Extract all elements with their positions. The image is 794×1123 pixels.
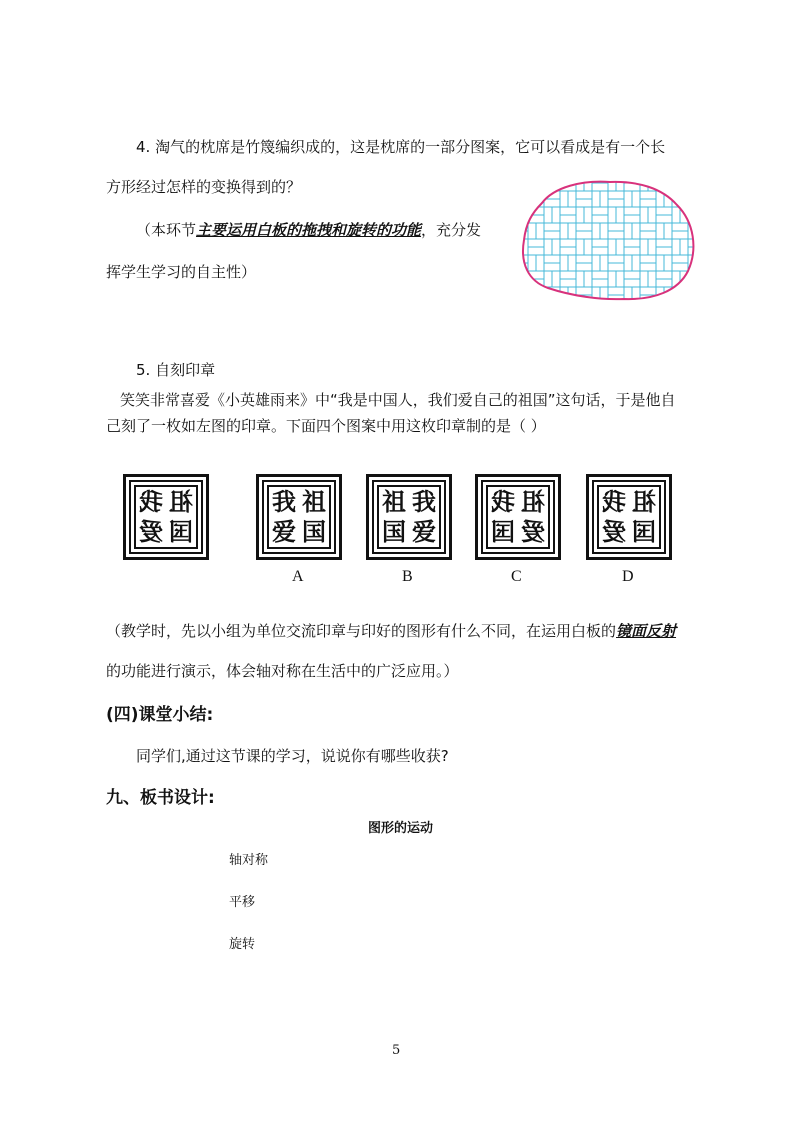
seal-option-label: C	[511, 568, 522, 585]
seal-character: 我	[272, 488, 296, 516]
seal-character: 国	[169, 518, 193, 546]
seal-option-a	[256, 474, 342, 560]
q4-note	[136, 220, 481, 240]
seal-option-label: B	[402, 568, 413, 585]
board-heading: 九、板书设计:	[106, 788, 215, 808]
seal-character: 我	[139, 488, 163, 516]
summary-heading: (四)课堂小结:	[106, 705, 214, 725]
seal-character: 爱	[521, 518, 545, 546]
seal-option-label: A	[292, 568, 304, 585]
teaching-note-prefix: （教学时，先以小组为单位交流印章与印好的图形有什么不同，在运用白板的	[106, 622, 617, 640]
seal-character: 国	[491, 518, 515, 546]
teaching-note-emphasis: 镜面反射	[616, 622, 677, 640]
page-number: 5	[392, 1043, 401, 1058]
q4-note-emphasis: 主要运用白板的拖拽和旋转的功能	[196, 221, 422, 239]
seal-character: 国	[302, 518, 326, 546]
seal-character: 祖	[382, 488, 406, 516]
seal-character: 爱	[412, 518, 436, 546]
seal-option-c	[475, 474, 561, 560]
q5-title: 5. 自刻印章	[136, 361, 216, 379]
seal-character: 我	[491, 488, 515, 516]
q4-note-line2: 挥学生学习的自主性）	[106, 263, 257, 281]
q5-line1: 笑笑非常喜爱《小英雄雨来》中“我是中国人，我们爱自己的祖国”这句话，于是他自	[120, 391, 676, 409]
seal-option-label: D	[622, 568, 634, 585]
board-title: 图形的运动	[368, 821, 434, 836]
seal-character: 祖	[632, 488, 656, 516]
seal-character: 国	[382, 518, 406, 546]
seal-character: 我	[602, 488, 626, 516]
seal-character: 祖	[521, 488, 545, 516]
seal-character: 祖	[302, 488, 326, 516]
seal-character: 祖	[169, 488, 193, 516]
board-item-translation: 平移	[229, 895, 256, 910]
teaching-note-line1	[106, 621, 676, 641]
seal-character: 爱	[139, 518, 163, 546]
board-item-rotation: 旋转	[229, 937, 256, 952]
seal-character: 我	[412, 488, 436, 516]
seal-option-d	[586, 474, 672, 560]
woven-mat-figure	[512, 175, 700, 305]
seal-character: 爱	[272, 518, 296, 546]
teaching-note-line2: 的功能进行演示，体会轴对称在生活中的广泛应用。）	[106, 662, 459, 680]
summary-text: 同学们,通过这节课的学习，说说你有哪些收获?	[136, 747, 449, 765]
q4-line2: 方形经过怎样的变换得到的？	[106, 178, 302, 196]
q4-line1	[136, 137, 665, 157]
seal-character: 爱	[602, 518, 626, 546]
q5-line2: 己刻了一枚如左图的印章。下面四个图案中用这枚印章制的是（ ）	[106, 417, 546, 435]
original-seal	[123, 474, 209, 560]
q4-note-suffix: ，充分发	[421, 221, 482, 239]
q4-note-prefix: （本环节	[136, 221, 197, 239]
board-item-axis-symmetry: 轴对称	[229, 853, 269, 868]
q4-text1: 淘气的枕席是竹篾编织成的，这是枕席的一部分图案，它可以看成是有一个长	[155, 138, 666, 156]
q4-number: 4.	[136, 138, 151, 156]
seal-character: 国	[632, 518, 656, 546]
seal-option-b	[366, 474, 452, 560]
